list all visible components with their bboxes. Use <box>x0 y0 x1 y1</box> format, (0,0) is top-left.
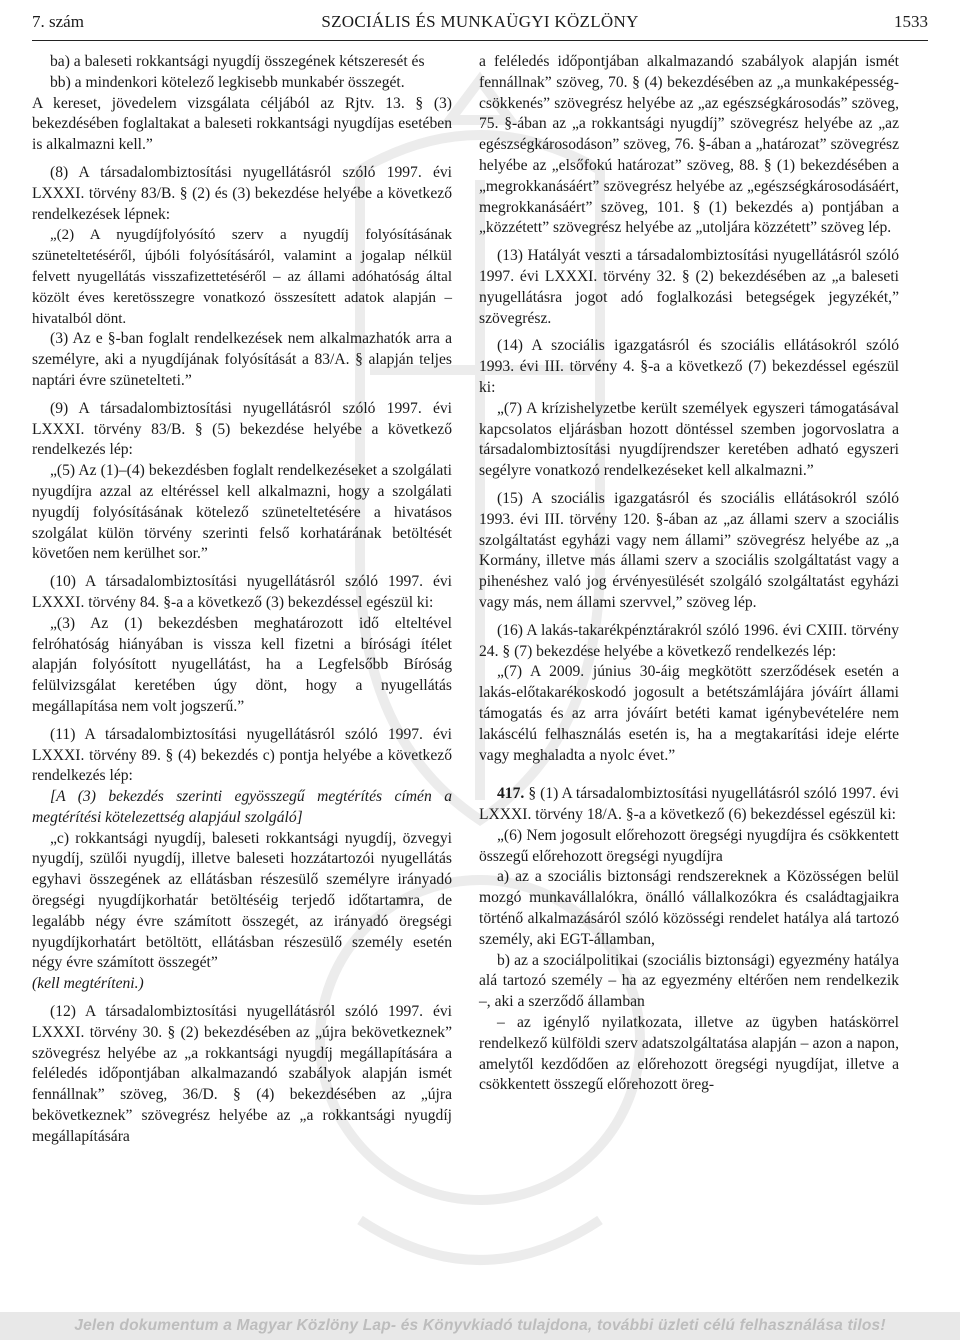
left-column <box>32 52 452 1148</box>
right-paragraph: b) az a szociálpolitikai (szociális biztonsági) egyezmény hatálya alá tartozó személy – ha az egyezmény eltérően nem rendelkezik –, aki a szerződő államban <box>479 951 899 1011</box>
left-paragraph: (kell megtéríteni.) <box>32 975 144 993</box>
right-column <box>479 52 899 1096</box>
left-paragraph: „c) rokkantsági nyugdíj, baleseti rokkantsági nyugdíj, özvegyi nyugdíj, szülői nyugdíj, illetve baleseti hozzátartozói nyugellátás egyhavi összegének az ellátásban részesülő személyre irányadó öregségi nyugdíjkorhatár betöltéséig terjedő időtartamra, de legalább négy évre számított összegét, az irányadó öregségi nyugdíjkorhatárt betöltött, ellátásban részesülő személy esetén négy évre számított összegét” <box>32 829 452 972</box>
page-header <box>32 10 928 41</box>
copyright-footer: Jelen dokumentum a Magyar Közlöny Lap- és Könyvkiadó tulajdona, további üzleti célú felhasználása tilos! <box>0 1312 960 1340</box>
left-paragraph: (10) A társadalombiztosítási nyugellátásról szóló 1997. évi LXXXI. törvény 84. §-a a következő (3) bekezdéssel egészül ki: <box>32 573 452 611</box>
paragraph-text: § (1) A társadalombiztosítási nyugellátásról szóló 1997. évi LXXXI. törvény 18/A. §-a a következő (6) bekezdéssel egészül ki: <box>479 785 899 824</box>
left-paragraph: „(2) A nyugdíjfolyósító szerv a nyugdíj folyósításának szüneteltetéséről, újbóli folyósításáról, valamint a jogalap nélkül felvett nyugellátás visszafizettetéséről – az állami adóhatóság által közölt éves keretösszegre vonatkozó összesített adatok alapján – hivatalból dönt. <box>32 227 452 327</box>
page-number: 1533 <box>894 12 928 31</box>
right-paragraph: „(7) A krízishelyzetbe került személyek egyszeri támogatásával kapcsolatos eljárásban hozott döntéssel szemben jogorvoslatra a társadalombiztosítási nyugdíjrendszer keretében adható egyszeri segélyre vonatkozó rendelkezéseket kell alkalmazni.” <box>479 399 899 480</box>
left-paragraph: (3) Az e §-ban foglalt rendelkezések nem alkalmazhatók arra a személyre, aki a nyugdíjának folyósítását a 83/A. § alapján teljes naptári évre szünetelteti.” <box>32 330 452 389</box>
right-paragraph: „(6) Nem jogosult előrehozott öregségi nyugdíjra és csökkentett összegű előrehozott öregségi nyugdíjra <box>479 826 899 865</box>
right-paragraph: (13) Hatályát veszti a társadalombiztosítási nyugellátásról szóló 1997. évi LXXXI. törvény 32. § (2) bekezdésében az „a baleseti nyugellátásra jogot adó foglalkozási betegségek jegyzékét,” szövegrész. <box>479 247 899 327</box>
right-paragraph: (16) A lakás-takarékpénztárakról szóló 1996. évi CXIII. törvény 24. § (7) bekezdése helyébe a következő rendelkezés lép: <box>479 621 899 660</box>
left-paragraph: (9) A társadalombiztosítási nyugellátásról szóló 1997. évi LXXXI. törvény 83/B. § (5) bekezdése helyébe a következő rendelkezés lép: <box>32 399 452 459</box>
section-number: 417. <box>497 785 525 803</box>
left-paragraph: A kereset, jövedelem vizsgálata céljából az Rjtv. 13. § (3) bekezdésében foglaltakat a baleseti rokkantsági nyugdíjas esetében is alkalmazni kell.” <box>32 94 452 154</box>
left-paragraph: bb) a mindenkori kötelező legkisebb munkabér összegét. <box>50 73 405 91</box>
right-paragraph <box>479 784 899 826</box>
journal-title: SZOCIÁLIS ÉS MUNKAÜGYI KÖZLÖNY <box>321 12 639 31</box>
left-paragraph: (12) A társadalombiztosítási nyugellátásról szóló 1997. évi LXXXI. törvény 30. § (2) bekezdésében az „újra bekövetkeznek” szövegrész helyébe az „a rokkantsági nyugdíj megállapítására a feléledés időpontjában alkalmazandó szabályok alapján ismét fennállnak” szöveg, 36/D. § (4) bekezdésében az „újra bekövetkeznek” szövegrész helyébe az „a rokkantsági nyugdíj megállapítására <box>32 1003 452 1145</box>
right-paragraph: (14) A szociális igazgatásról és szociális ellátásokról szóló 1993. évi III. törvény 4. §-a a következő (7) bekezdéssel egészül ki: <box>479 337 899 396</box>
right-paragraph: a feléledés időpontjában alkalmazandó szabályok alapján ismét fennállnak” szöveg, 70. § (4) bekezdésében az „a munkaképesség-csökkenés” szövegrész helyébe az „az egészségkárosodás” szöveg, 75. §-ában az „a rokkantsági nyugdíj” szövegrész helyébe az „az egészségkárosodáson” szöveg, 76. §-ában a „határozat” szövegrész helyébe az „elsőfokú határozat” szöveg, 88. § (1) bekezdésében a „megrokkanásáért” szövegrész helyébe az „egészségkárosodásáért, megrokkanásáért” szöveg, 101. § (1) bekezdés a) pontjában a „közzétett” szövegrész helyébe az „utoljára közzétett” szöveg lép. <box>479 53 899 237</box>
left-paragraph: „(5) Az (1)–(4) bekezdésben foglalt rendelkezéseket a szolgálati nyugdíjra azzal az eltéréssel kell alkalmazni, hogy a szolgálati nyugdíj folyósításának kötelező szüneteltetésére a hivatásos szolgálat külön törvény szerinti felső korhatárának betöltését követően nem kerülhet sor.” <box>32 462 452 563</box>
left-paragraph: „(3) Az (1) bekezdésben meghatározott idő elteltével felróhatóság hiányában is vissza kell fizetni a bírósági ítélet alapján folyósított nyugellátást, ha a Legfelsőbb Bíróság felülvizsgálat keretében úgy dönt, hogy a nyugellátás megállapítása nem volt jogszerű.” <box>32 614 452 715</box>
right-paragraph: (15) A szociális igazgatásról és szociális ellátásokról szóló 1993. évi III. törvény 120. §-ában az „az állami szerv a szociális szolgáltatást egyházi vagy nem állami” szövegrész helyébe az „a Kormány, illetve más állami szerv a szociális szolgáltatást vagy a pihenéshez való jog érvényesülését szolgáló szolgáltatást egyházi vagy más, nem állami szervvel,” szöveg lép. <box>479 489 899 611</box>
left-paragraph: ba) a baleseti rokkantsági nyugdíj összegének kétszeresét és <box>50 53 425 70</box>
issue-number: 7. szám <box>32 12 84 31</box>
left-paragraph: (8) A társadalombiztosítási nyugellátásról szóló 1997. évi LXXXI. törvény 83/B. § (2) és (3) bekezdése helyébe a következő rendelkezések lépnek: <box>32 163 452 223</box>
right-paragraph: – az igénylő nyilatkozata, illetve az ügyben hatáskörrel rendelkező külföldi szerv adatszolgáltatása alapján – azon a napon, amelytől kezdődően az előrehozott öregségi nyugdíjat, illetve a csökkentett összegű előrehozott öreg- <box>479 1014 899 1094</box>
right-paragraph: „(7) A 2009. június 30-áig megkötött szerződések esetén a lakás-előtakarékoskodó jogosult a betétszámlájára jóváírt állami támogatás és az arra jóváírt betéti kamat igénybevételére nem lakáscélú felhasználás esetén is, ha a megtakarítási ideje elérte vagy meghaladta a nyolc évet.” <box>479 663 899 764</box>
right-paragraph: a) az a szociális biztonsági rendszereknek a Közösségen belül mozgó munkavállalókra, önálló vállalkozókra és családtagjaikra történő alkalmazásáról szóló közösségi rendelet hatálya alá tartozó személy, aki EGT-államban, <box>479 868 899 948</box>
left-paragraph: [A (3) bekezdés szerinti egyösszegű megtérítés címén a megtérítési kötelezettség alapjául szolgáló] <box>32 788 452 826</box>
left-paragraph: (11) A társadalombiztosítási nyugellátásról szóló 1997. évi LXXXI. törvény 89. § (4) bekezdés c) pontja helyébe a következő rendelkezés lép: <box>32 725 452 785</box>
